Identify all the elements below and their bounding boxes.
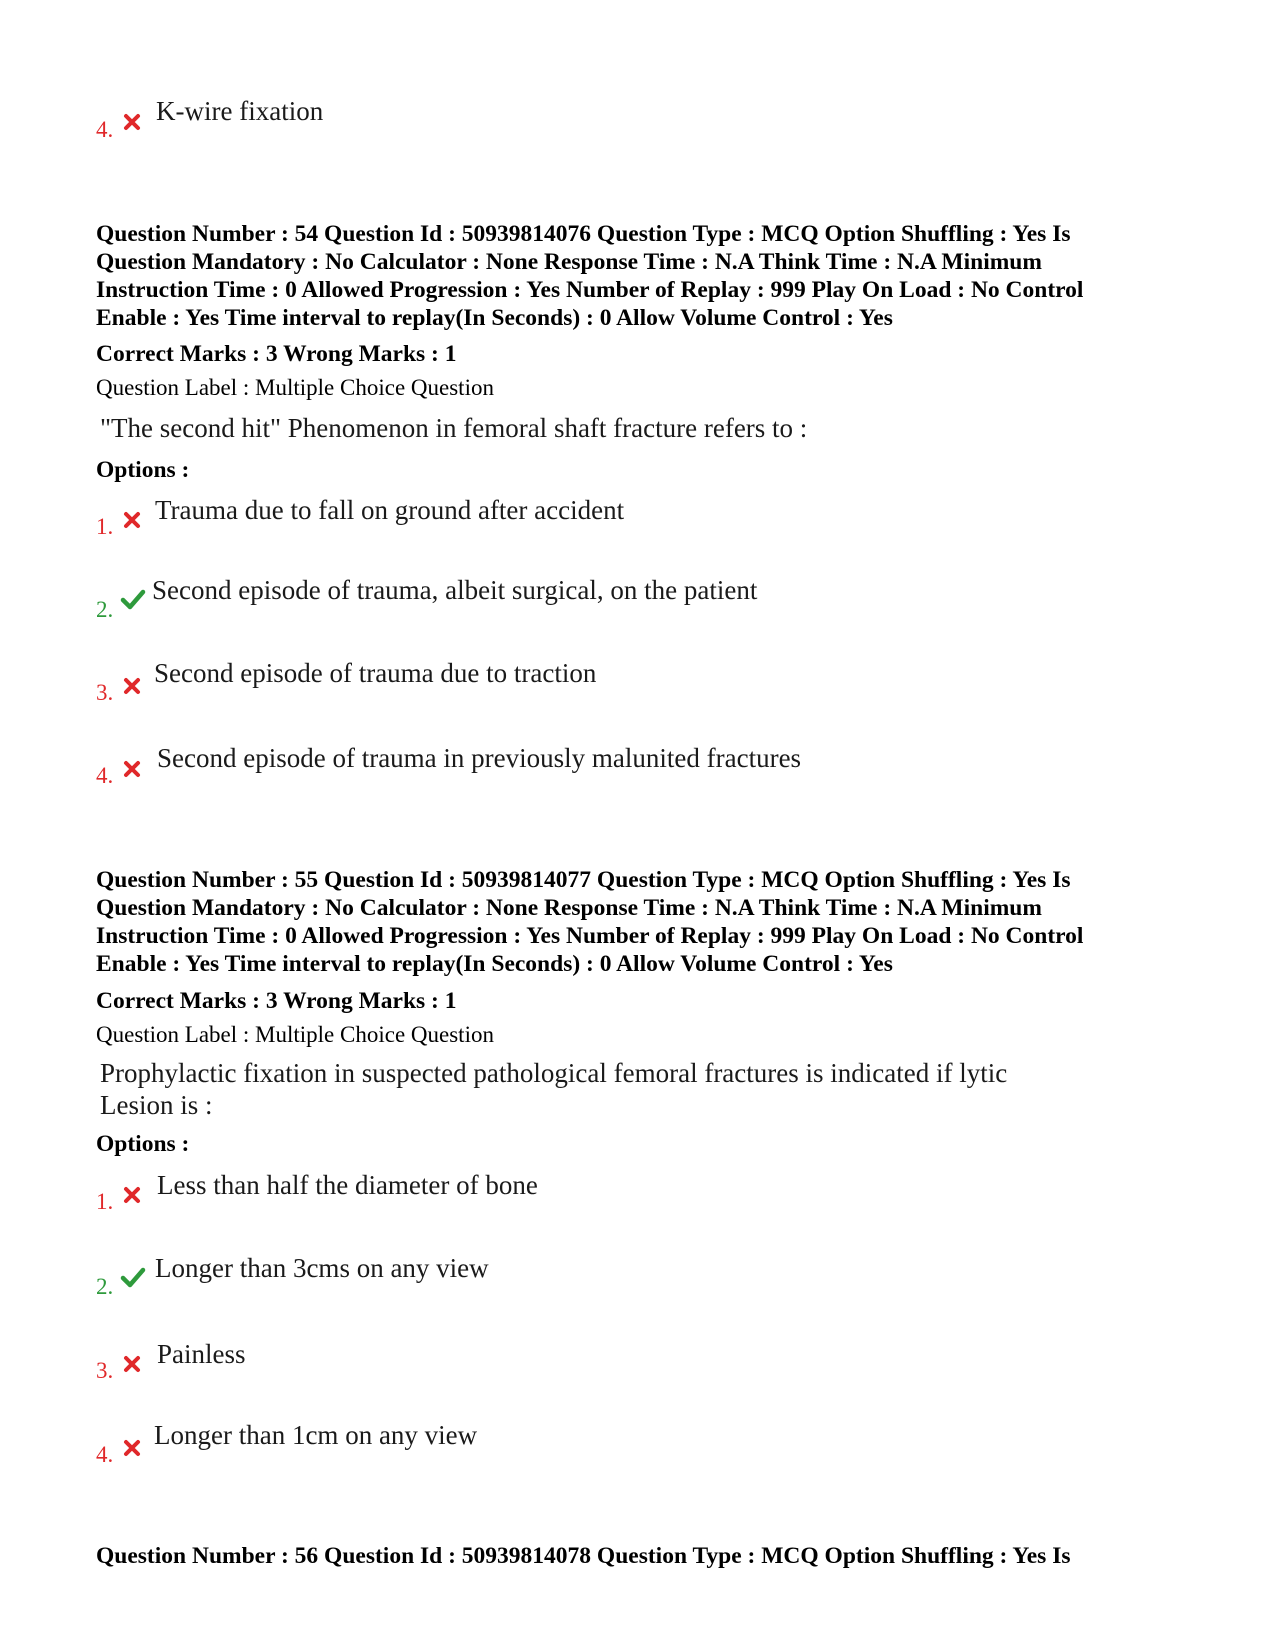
option-number: 4.: [96, 117, 114, 142]
question-marks: Correct Marks : 3 Wrong Marks : 1: [96, 988, 457, 1014]
cross-icon: [122, 676, 142, 696]
question-label: Question Label : Multiple Choice Question: [96, 1022, 494, 1047]
options-label: Options :: [96, 457, 190, 483]
option-number: 3.: [96, 680, 114, 705]
question-text-continued: Lesion is :: [100, 1090, 213, 1120]
cross-icon: [122, 510, 142, 530]
meta-line: Instruction Time : 0 Allowed Progression : Yes Number of Replay : 999 Play On Load : No Control: [96, 923, 1084, 949]
cross-icon: [122, 1354, 142, 1374]
options-label: Options :: [96, 1131, 190, 1157]
question-marks: Correct Marks : 3 Wrong Marks : 1: [96, 341, 457, 367]
option-text: Painless: [157, 1339, 246, 1369]
question-meta: [96, 866, 1206, 978]
question-meta: [96, 220, 1206, 332]
meta-line: Enable : Yes Time interval to replay(In Seconds) : 0 Allow Volume Control : Yes: [96, 305, 893, 331]
cross-icon: [122, 759, 142, 779]
check-icon: [120, 1266, 146, 1288]
option-number: 1.: [96, 1189, 114, 1214]
question-meta: [96, 1542, 1206, 1570]
cross-icon: [122, 1185, 142, 1205]
check-icon: [120, 588, 146, 610]
option-text: Less than half the diameter of bone: [157, 1170, 538, 1200]
option-number: 2.: [96, 597, 114, 622]
meta-line: Question Mandatory : No Calculator : None Response Time : N.A Think Time : N.A Minimum: [96, 895, 1042, 921]
option-number: 3.: [96, 1358, 114, 1383]
option-number: 4.: [96, 1442, 114, 1467]
option-text: Second episode of trauma due to traction: [154, 658, 597, 688]
option-text: K-wire fixation: [156, 96, 324, 126]
option-number: 1.: [96, 514, 114, 539]
option-number: 2.: [96, 1274, 114, 1299]
meta-line: Question Number : 54 Question Id : 50939814076 Question Type : MCQ Option Shuffling : Yes Is: [96, 221, 1071, 247]
option-number: 4.: [96, 763, 114, 788]
cross-icon: [122, 1438, 142, 1458]
question-label: Question Label : Multiple Choice Question: [96, 375, 494, 400]
option-text: Trauma due to fall on ground after accident: [155, 495, 625, 525]
meta-line: Question Mandatory : No Calculator : None Response Time : N.A Think Time : N.A Minimum: [96, 249, 1042, 275]
question-text: Prophylactic fixation in suspected pathological femoral fractures is indicated if lytic: [100, 1058, 1008, 1088]
meta-line: Enable : Yes Time interval to replay(In Seconds) : 0 Allow Volume Control : Yes: [96, 951, 893, 977]
question-text: "The second hit" Phenomenon in femoral shaft fracture refers to :: [100, 413, 808, 443]
meta-line: Question Number : 56 Question Id : 50939814078 Question Type : MCQ Option Shuffling : Yes Is: [96, 1543, 1071, 1569]
option-text: Second episode of trauma, albeit surgical, on the patient: [152, 575, 758, 605]
option-text: Longer than 3cms on any view: [155, 1253, 489, 1283]
meta-line: Instruction Time : 0 Allowed Progression : Yes Number of Replay : 999 Play On Load : No Control: [96, 277, 1084, 303]
cross-icon: [122, 112, 142, 132]
meta-line: Question Number : 55 Question Id : 50939814077 Question Type : MCQ Option Shuffling : Yes Is: [96, 867, 1071, 893]
option-text: Longer than 1cm on any view: [154, 1420, 478, 1450]
option-text: Second episode of trauma in previously malunited fractures: [157, 743, 802, 773]
